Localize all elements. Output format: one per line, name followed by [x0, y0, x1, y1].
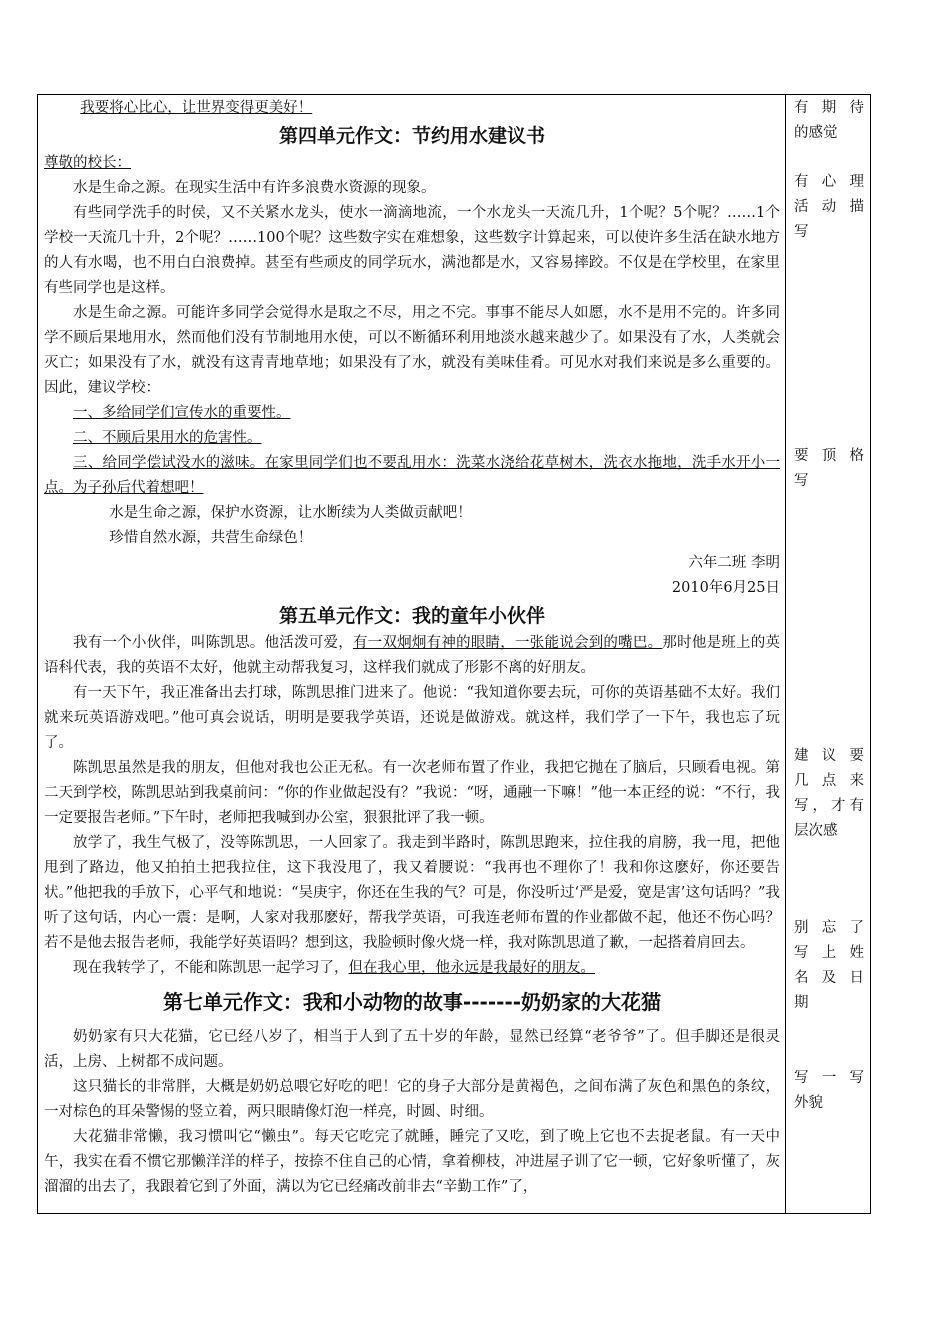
closing-line-1: 水是生命之源，保护水资源，让水断续为人类做贡献吧！ — [109, 505, 472, 521]
suggestion-2: 二、不顾后果用水的危害性。 — [73, 430, 262, 446]
s7-paragraph-1: 奶奶家有只大花猫，它已经八岁了，相当于人到了五十岁的年龄，显然已经算“老爷爷”了。但手脚还是很灵活，上房、上树都不成问题。 — [44, 1029, 780, 1070]
s5-p5-a: 现在我转学了，不能和陈凯思一起学习了， — [73, 960, 349, 976]
side-note-name-date — [794, 916, 864, 1016]
signature: 六年二班 李明 — [688, 555, 780, 571]
side-note-line: 写，才有 — [794, 798, 864, 814]
s4-paragraph-3: 水是生命之源。可能许多同学会觉得水是取之不尽，用之不完。事事不能尽人如愿，水不是用不完的。许多同学不顾后果地用水，然而他们没有节制地用水使，可以不断循环利用地淡水越来越少了。如果没有了水，人类就会灭亡；如果没有了水，就没有这青青地草地；如果没有了水，就没有美味佳肴。可见水对我们来说是多么重要的。因此，建议学校： — [44, 305, 780, 396]
s5-p5-underlined: 但在我心里，他永远是我最好的朋友。 — [348, 960, 595, 976]
s5-paragraph-3: 陈凯思虽然是我的朋友，但他对我也公正无私。有一次老师布置了作业，我把它抛在了脑后，只顾看电视。第二天到学校，陈凯思站到我桌前问：“你的作业做起没有？”我说：“呀，通融一下嘛！”他一本正经的说：“不行，我一定要报告老师。”下午时，老师把我喊到办公室，狠狠批评了我一顿。 — [44, 760, 780, 826]
side-note-line: 层次感 — [794, 823, 838, 839]
column-divider — [785, 94, 786, 1214]
side-note-line: 有期待 — [794, 100, 864, 116]
date: 2010年6月25日 — [671, 580, 780, 596]
side-note-psychology — [794, 170, 864, 245]
side-note-line: 有心理 — [794, 174, 864, 190]
side-note-line: 写 — [794, 224, 809, 240]
side-note-appearance — [794, 1066, 864, 1116]
s7-paragraph-2: 这只猫长的非常胖，大概是奶奶总喂它好吃的吧！它的身子大部分是黄褐色，之间布满了灰色和黑色的条纹，一对棕色的耳朵警惕的竖立着，两只眼睛像灯泡一样亮，时圆、时细。 — [44, 1079, 780, 1120]
side-note-line: 写 — [794, 473, 809, 489]
s5-p1-underlined: 有一双炯炯有神的眼睛，一张能说会到的嘴巴。 — [352, 635, 663, 651]
side-note-line: 活动描 — [794, 199, 864, 215]
s5-p1-a: 我有一个小伙伴，叫陈凯思。他活泼可爱， — [73, 635, 353, 651]
section4-title: 第四单元作文：节约用水建议书 — [278, 125, 545, 147]
side-note-flush-left — [794, 444, 864, 494]
s5-paragraph-2: 有一天下午，我正准备出去打球，陈凯思推门进来了。他说：“我知道你要去玩，可你的英语基础不太好。我们就来玩英语游戏吧。”他可真会说话，明明是要我学英语，还说是做游戏。就这样，我们学了一下午，我也忘了玩了。 — [44, 685, 780, 751]
section7-title: 第七单元作文：我和小动物的故事-------奶奶家的大花猫 — [162, 990, 662, 1014]
side-note-anticipation — [794, 96, 864, 146]
side-note-line: 要顶格 — [794, 448, 864, 464]
side-note-suggestions — [794, 744, 864, 844]
s7-paragraph-3: 大花猫非常懒，我习惯叫它“懒虫”。每天它吃完了就睡，睡完了又吃，到了晚上它也不去捉老鼠。有一天中午，我实在看不惯它那懒洋洋的样子，按捺不住自己的心情，拿着柳枝，冲进屋子训了它一顿，它好象听懂了，灰溜溜的出去了，我跟着它到了外面，满以为它已经痛改前非去“辛勤工作”了， — [44, 1129, 780, 1195]
s4-paragraph-1: 水是生命之源。在现实生活中有许多浪费水资源的现象。 — [73, 180, 436, 196]
side-note-line: 写一写 — [794, 1070, 864, 1086]
s5-p1-b: 那时他是班上的英语科代表，我的英语不太好，他就主动帮我复习，这样我们就成了形影不离的好朋友。 — [44, 635, 781, 676]
side-note-line: 写上姓 — [794, 945, 864, 961]
salutation: 尊敬的校长： — [44, 155, 131, 171]
side-note-line: 几点来 — [794, 773, 864, 789]
closing-line-2: 珍惜自然水源，共营生命绿色！ — [109, 530, 313, 546]
section5-title: 第五单元作文：我的童年小伙伴 — [278, 605, 545, 627]
side-note-line: 期 — [794, 995, 809, 1011]
main-column — [44, 96, 780, 1200]
top-line: 我要将心比心，让世界变得更美好！ — [80, 100, 313, 116]
s5-paragraph-4: 放学了，我生气极了，没等陈凯思，一人回家了。我走到半路时，陈凯思跑来，拉住我的肩膀，我一甩，把他甩到了路边，他又拍拍土把我拉住，这下我没甩了，我又着腰说：“我再也不理你了！我和你这麽好，你还要告状。”他把我的手放下，心平气和地说：“吴庚宇，你还在生我的气？可是，你没听过‘严是爱，宽是害’这句话吗？”我听了这句话，内心一震：是啊，人家对我那麽好，帮我学英语，可我连老师布置的作业都做不起，他还不伤心吗？若不是他去报告老师，我能学好英语吗？想到这，我脸顿时像火烧一样，我对陈凯思道了歉，一起搭着肩回去。 — [44, 835, 780, 951]
suggestion-3: 三、给同学偿试没水的滋味。在家里同学们也不要乱用水：洗菜水浇给花草树木，洗衣水拖地，洗手水开小一点。为子孙后代着想吧！ — [44, 455, 780, 496]
suggestion-1: 一、多给同学们宣传水的重要性。 — [73, 405, 291, 421]
side-note-line: 名及日 — [794, 970, 864, 986]
side-note-line: 建议要 — [794, 748, 864, 764]
side-note-line: 外貌 — [794, 1095, 823, 1111]
side-note-line: 的感觉 — [794, 125, 838, 141]
side-note-line: 别忘了 — [794, 920, 864, 936]
s4-paragraph-2: 有些同学洗手的时侯，又不关紧水龙头，使水一滴滴地流，一个水龙头一天流几升，1个呢？5个呢？……1个学校一天流几十升，2个呢？……100个呢？这些数字实在难想象，这些数字计算起来，可以使许多生活在缺水地方的人有水喝，也不用白白浪费掉。甚至有些顽皮的同学玩水，满池都是水，又容易摔跤。不仅是在学校里，在家里有些同学也是这样。 — [44, 205, 780, 296]
